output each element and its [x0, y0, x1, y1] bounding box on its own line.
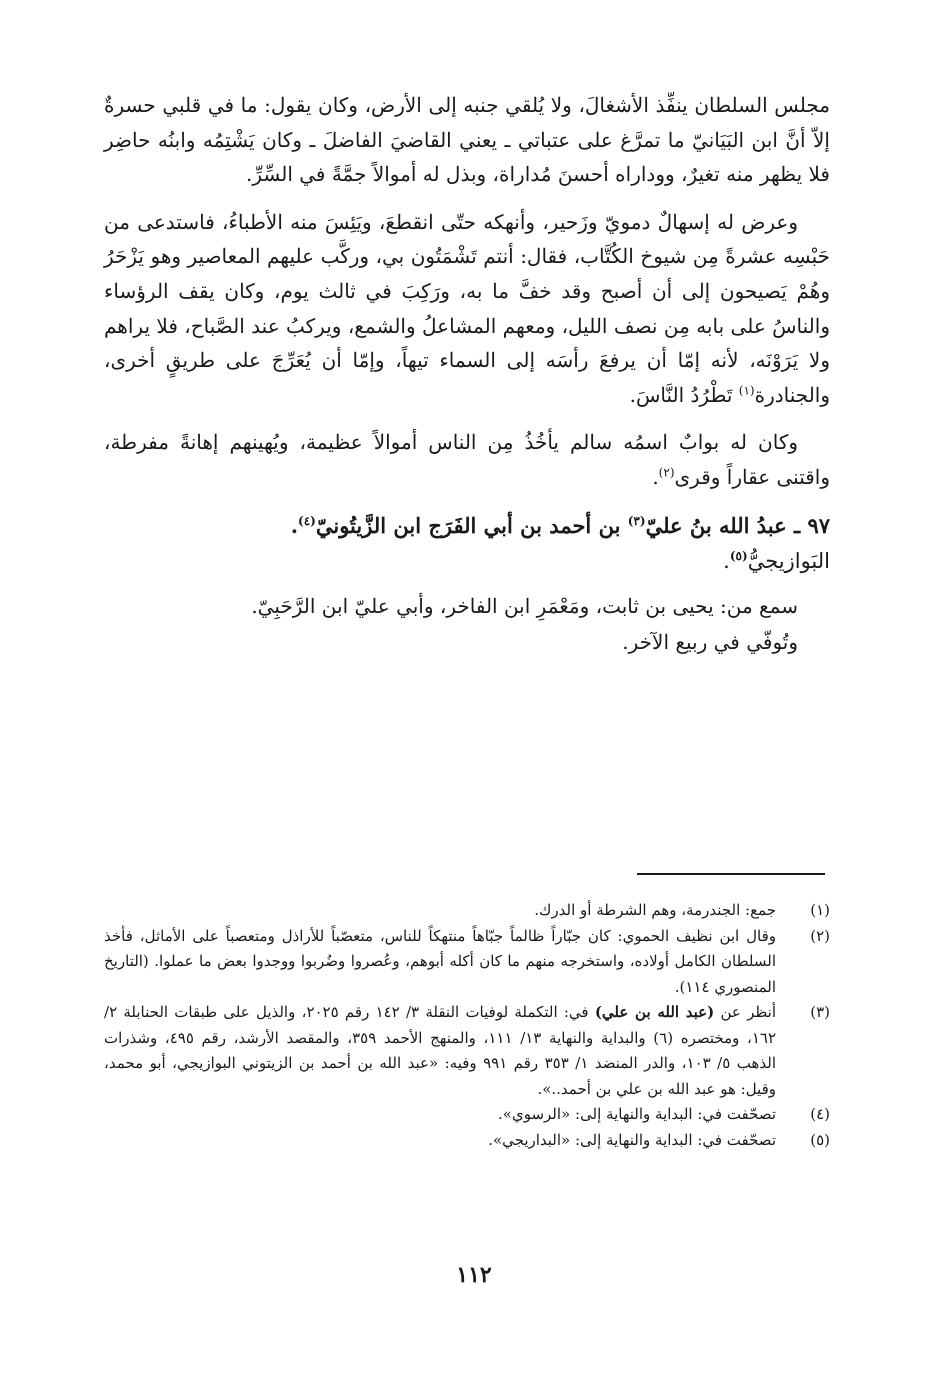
entry-paragraph-1	[104, 589, 830, 624]
footnote-ref-1[interactable]: (١)	[738, 383, 755, 398]
footnote-ref-4[interactable]: (٤)	[298, 513, 316, 528]
footnote-body: في: التكملة لوفيات النقلة ٣/ ١٤٢ رقم ٢٠٢٥، والذيل على طبقات الحنابلة ٢/ ١٦٢، ومختصره (٦) والبداية والنهاية ١٣/ ١١١، والمنهج الأحمد ٣٥٩، والمقصد الأرشد، رقم ٤٩٥، وشذرات الذهب ٥/ ١٠٣، والدر المنضد ١/ ٣٥٣ رقم ٩٩١ وفيه: «عبد الله بن أحمد بن الزيتوني البوازيجي، أبو محمد، وقيل: هو عبد الله بن علي بن أحمد..».	[104, 1003, 777, 1098]
main-text	[104, 88, 830, 660]
paragraph-3-end: .	[652, 464, 659, 489]
entry-paragraph-1-text: سمع من: يحيى بن ثابت، ومَعْمَرِ ابن الفاخر، وأبي عليّ ابن الرَّحَبِيّ.	[251, 593, 798, 618]
footnote-ref-3[interactable]: (٣)	[627, 513, 646, 528]
footnote-text: تصحّفت في: البداية والنهاية إلى: «الرسوي».	[498, 1105, 776, 1123]
footnote-3	[104, 1000, 830, 1102]
entry-punct: .	[290, 512, 299, 538]
footnote-number: (١)	[810, 901, 830, 919]
paragraph-2	[104, 205, 830, 413]
entry-nisba: البَوازيجيُّ	[747, 548, 830, 573]
entry-dash: ـ	[793, 512, 801, 538]
footnote-5	[104, 1128, 830, 1154]
footnote-lead: أنظر عن	[714, 1003, 776, 1021]
footnote-separator	[637, 873, 825, 875]
paragraph-2-end: تَطْرُدُ النَّاسَ.	[629, 382, 739, 407]
footnote-4	[104, 1102, 830, 1128]
footnote-text: وقال ابن نظيف الحموي: كان جبّاراً ظالماً جبّاهاً منتهكاً للناس، متعصّباً للأراذل ومتعصباً على الأماثل، فأخذ السلطان الكامل أولاده، واستخرجه منهم ما كان أكله أبوهم، وعُصروا وضُربوا ووجدوا بعض ما عملوا. (التاريخ المنصوري ١١٤).	[104, 926, 776, 996]
paragraph-3	[104, 425, 830, 494]
footnote-ref-2[interactable]: (٢)	[658, 465, 675, 480]
footnotes	[104, 898, 830, 1153]
page-number: ١١٢	[456, 1262, 492, 1288]
footnote-text: تصحّفت في: البداية والنهاية إلى: «البداريجي».	[488, 1130, 776, 1149]
footnote-number: (٢)	[810, 926, 830, 945]
paragraph-3-text: وكان له بوابٌ اسمُه سالم يأخُذُ مِن الناس أموالاً عظيمة، ويُهينهم إهانةً مفرطة، واقتنى عقاراً وقرى	[104, 430, 830, 489]
footnote-text: جمع: الجندرمة، وهم الشرطة أو الدرك.	[534, 901, 776, 919]
entry-name-a: عبدُ الله بنُ عليّ	[645, 512, 787, 538]
entry-name-b: بن أحمد بن أبي الفَرَج ابن الزَّيتُونيّ	[315, 512, 628, 538]
paragraph-2-text: وعرض له إسهالٌ دمويّ وزَحير، وأنهكه حتّى انقطعَ، ويَئِسَ منه الأطباءُ، فاستدعى من حَبْسِه عشرةً مِن شيوخ الكُتَّاب، فقال: أنتم تَشْمَتُون بي، وركَّب عليهم المعاصير وهو يَزْحَرُ وهُمْ يَصيحون إلى أن أصبح وقد خفَّ ما به، ورَكِبَ في ثالث يوم، وكان يقف الرؤساء والناسُ على بابه مِن نصف الليل، ومعهم المشاعلُ والشمع، ويركبُ عند الصَّباح، فلا يراهم ولا يَرَوْنَه، لأنه إمّا أن يرفعَ رأسَه إلى السماء تيهاً، وإمّا أن يُعَرِّجَ على طريقٍ أخرى، والجنادرة	[104, 209, 831, 407]
footnote-text	[104, 1000, 776, 1102]
entry-number: ٩٧	[807, 512, 830, 538]
entry-heading	[104, 508, 830, 579]
footnote-ref-5[interactable]: (٥)	[729, 548, 748, 563]
paragraph-1-text: مجلس السلطان ينفِّذ الأشغالَ، ولا يُلقي جنبه إلى الأرض، وكان يقول: ما في قلبي حسرةٌ إلاّ أنَّ ابن البَيَانيّ ما تمرَّغ على عتباتي ـ يعني القاضيَ الفاضلَ ـ وكان يَشْتِمُه وابنُه حاضِر فلا يظهر منه تغيرٌ، ووداراه أحسنَ مُداراة، وبذل له أموالاً جمَّةً في السِّرِّ.	[104, 93, 830, 187]
footnote-2	[104, 924, 830, 1001]
entry-paragraph-2	[104, 625, 830, 660]
footnote-1	[104, 898, 830, 924]
footnote-number: (٣)	[810, 1003, 830, 1021]
paragraph-1	[104, 88, 830, 192]
footnote-number: (٥)	[810, 1130, 830, 1149]
entry-paragraph-2-text: وتُوفّي في ربيع الآخر.	[622, 630, 798, 655]
footnote-number: (٤)	[810, 1105, 830, 1123]
footnote-bold-name: (عبد الله بن علي)	[594, 1003, 715, 1021]
entry-end: .	[723, 548, 730, 573]
